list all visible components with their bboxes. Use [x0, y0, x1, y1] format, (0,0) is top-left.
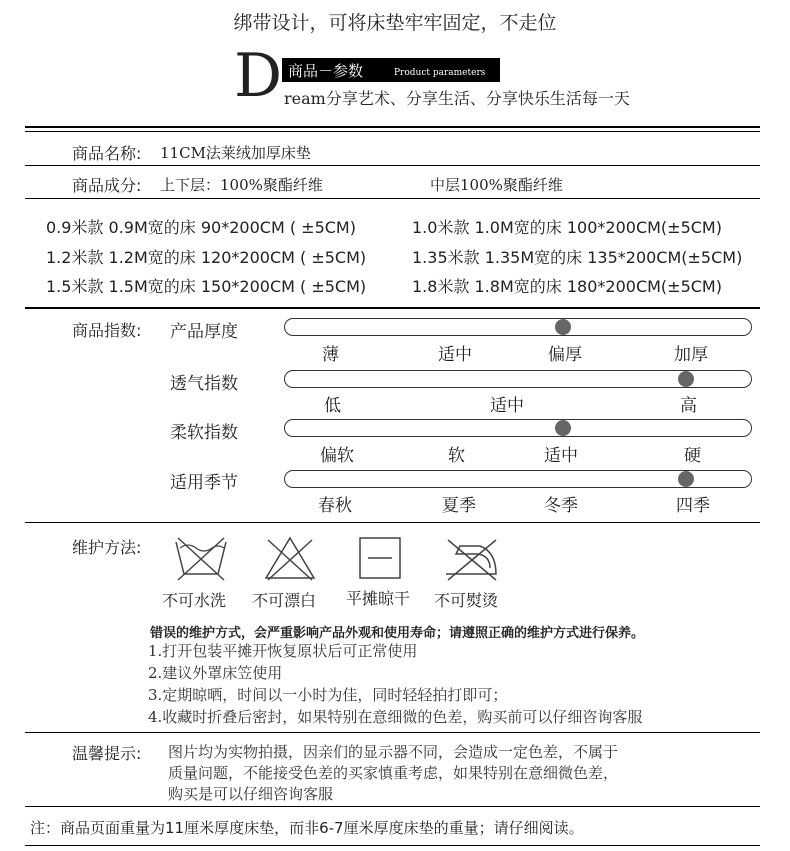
care-step: 3.定期晾晒，时间以一小时为佳，同时轻轻拍打即可；	[148, 686, 508, 704]
product-name-value: 11CM法莱绒加厚床垫	[160, 144, 311, 162]
tick-label: 低	[324, 396, 341, 416]
banner-letter: D	[234, 41, 283, 111]
care-icon-label: 不可漂白	[252, 591, 317, 610]
divider	[25, 845, 760, 846]
tick-label: 适中	[490, 396, 524, 416]
tick-label: 适中	[544, 446, 578, 466]
care-step: 2.建议外罩床笠使用	[148, 664, 283, 682]
index-name-season: 适用季节	[170, 473, 238, 493]
size-row: 0.9米款 0.9M宽的床 90*200CM ( ±5CM)	[46, 218, 356, 237]
divider	[25, 165, 760, 166]
tick-label: 冬季	[544, 496, 578, 516]
tick-label: 薄	[322, 345, 339, 365]
care-warning: 错误的维护方式，会严重影响产品外观和使用寿命；请遵照正确的维护方式进行保养。	[150, 626, 645, 641]
composition-label: 商品成分:	[72, 176, 142, 195]
breathability-slider	[284, 370, 752, 388]
care-icon-label: 平摊晾干	[346, 589, 411, 608]
tick-label: 高	[680, 396, 697, 416]
size-row: 1.35米款 1.35M宽的床 135*200CM(±5CM)	[412, 248, 743, 267]
tick-label: 加厚	[674, 345, 708, 365]
divider	[25, 732, 760, 733]
thickness-slider	[284, 318, 752, 336]
index-name-thickness: 产品厚度	[170, 322, 238, 342]
care-step: 4.收藏时折叠后密封，如果特别在意细微的色差，购买前可以仔细咨询客服	[148, 708, 643, 726]
thickness-knob	[555, 319, 571, 335]
divider	[25, 198, 760, 199]
season-knob	[678, 471, 694, 487]
divider	[25, 126, 760, 128]
banner-title-cn: 商品－参数	[288, 62, 364, 80]
tips-line: 购买是可以仔细咨询客服	[168, 785, 334, 803]
divider	[25, 806, 760, 807]
footer-note: 注：商品页面重量为11厘米厚度床垫，而非6-7厘米厚度床垫的重量；请仔细阅读。	[30, 819, 584, 837]
tick-label: 偏厚	[548, 345, 582, 365]
index-name-breathability: 透气指数	[170, 374, 238, 394]
product-name-label: 商品名称:	[72, 144, 142, 163]
softness-slider	[284, 419, 752, 437]
tick-label: 偏软	[320, 446, 354, 466]
tick-label: 硬	[684, 446, 701, 466]
divider	[25, 307, 760, 309]
composition-value-1: 上下层：100%聚酯纤维	[160, 176, 323, 194]
size-row: 1.2米款 1.2M宽的床 120*200CM ( ±5CM)	[46, 248, 367, 267]
composition-value-2: 中层100%聚酯纤维	[430, 176, 563, 194]
care-icon-label: 不可熨烫	[434, 591, 499, 610]
tips-label: 温馨提示:	[72, 744, 142, 763]
size-row: 1.0米款 1.0M宽的床 100*200CM(±5CM)	[412, 218, 722, 237]
breathability-knob	[678, 371, 694, 387]
tick-label: 四季	[676, 496, 710, 516]
tick-label: 软	[448, 446, 465, 466]
divider	[25, 522, 760, 523]
index-name-softness: 柔软指数	[170, 423, 238, 443]
tick-label: 春秋	[318, 496, 352, 516]
divider	[25, 131, 760, 132]
care-step: 1.打开包装平摊开恢复原状后可正常使用	[148, 642, 418, 660]
size-row: 1.5米款 1.5M宽的床 150*200CM ( ±5CM)	[46, 277, 367, 296]
softness-knob	[555, 420, 571, 436]
tips-line: 质量问题，不能接受色差的买家慎重考虑，如果特别在意细微色差，	[168, 764, 619, 782]
banner-title-en: Product parameters	[394, 68, 486, 78]
index-label: 商品指数:	[72, 321, 142, 340]
banner-title-bar	[282, 58, 500, 82]
no-bleach-icon	[262, 534, 318, 584]
tick-label: 夏季	[442, 496, 476, 516]
season-slider	[284, 470, 752, 488]
tick-label: 适中	[438, 345, 472, 365]
dry-flat-icon	[356, 534, 404, 584]
no-wash-icon	[172, 534, 230, 584]
no-iron-icon	[440, 534, 502, 584]
tips-line: 图片均为实物拍摄，因亲们的显示器不同，会造成一定色差，不属于	[168, 743, 619, 761]
care-label: 维护方法:	[72, 538, 142, 557]
headline: 绑带设计，可将床垫牢牢固定，不走位	[233, 12, 557, 34]
banner-tagline: ream分享艺术、分享生活、分享快乐生活每一天	[284, 89, 630, 108]
size-row: 1.8米款 1.8M宽的床 180*200CM(±5CM)	[412, 277, 722, 296]
care-icon-label: 不可水洗	[162, 591, 227, 610]
